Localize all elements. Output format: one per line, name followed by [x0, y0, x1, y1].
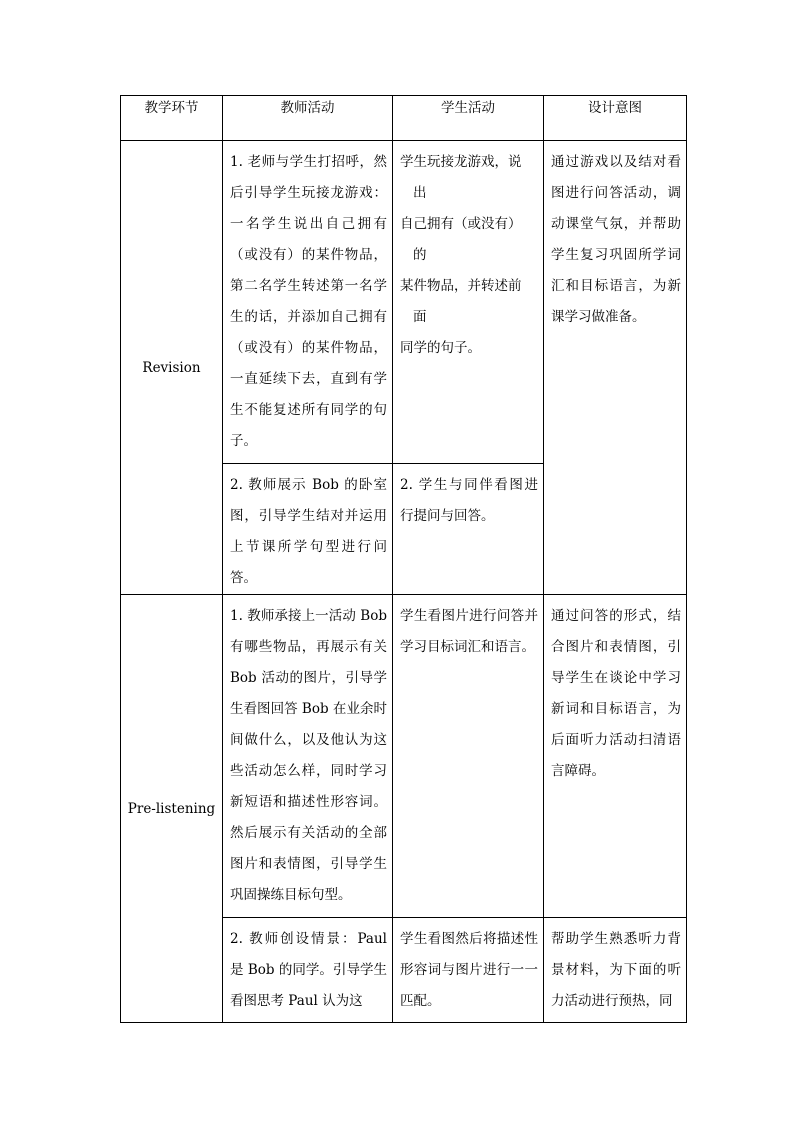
prelistening-intent-2-cell [544, 918, 687, 1023]
header-teacher-activity: 教师活动 [223, 96, 393, 141]
prelistening-student-1: 学生看图片进行问答并学习目标词汇和语言。 [400, 608, 538, 655]
revision-intent-cell [544, 141, 687, 595]
prelistening-teacher-2: 2. 教师创设情景：Paul 是 Bob 的同学。引导学生看图思考 Paul 认为这 [230, 931, 387, 1009]
prelistening-teacher-1-cell [223, 595, 393, 918]
header-student-activity: 学生活动 [393, 96, 544, 141]
prelistening-student-2-cell [393, 918, 544, 1023]
revision-student-2-cell [393, 464, 544, 595]
header-stage: 教学环节 [121, 96, 223, 141]
prelistening-teacher-1: 1. 教师承接上一活动 Bob 有哪些物品，再展示有关 Bob 活动的图片，引导学生看图回答 Bob 在业余时间做什么，以及他认为这些活动怎么样，同时学习新短语和描述性形容词。然后展示有关活动的全部图片和表情图，引导学生巩固操练目标句型。 [230, 608, 387, 903]
revision-intent: 通过游戏以及结对看图进行问答活动，调动课堂气氛，并帮助学生复习巩固所学词汇和目标语言，为新课学习做准备。 [551, 154, 681, 325]
prelistening-student-2: 学生看图然后将描述性形容词与图片进行一一匹配。 [400, 931, 538, 1009]
revision-student-1-line: 学生玩接龙游戏，说 [400, 154, 522, 170]
revision-student-1-line: 同学的句子。 [400, 340, 481, 356]
prelistening-teacher-2-cell [223, 918, 393, 1023]
prelistening-intent-2: 帮助学生熟悉听力背景材料，为下面的听力活动进行预热，同 [551, 931, 681, 1009]
revision-teacher-1-cell [223, 141, 393, 464]
header-design-intent: 设计意图 [544, 96, 687, 141]
revision-student-1-line: 某件物品，并转述前 [400, 278, 522, 294]
revision-teacher-2: 2. 教师展示 Bob 的卧室图，引导学生结对并运用上节课所学句型进行问答。 [230, 477, 387, 586]
revision-teacher-1: 1. 老师与学生打招呼，然后引导学生玩接龙游戏：一名学生说出自己拥有（或没有）的某件物品，第二名学生转述第一名学生的话，并添加自己拥有（或没有）的某件物品，一直延续下去，直到有学生不能复述所有同学的句子。 [230, 154, 387, 449]
stage-revision: Revision [121, 141, 223, 595]
header-row [121, 96, 687, 141]
stage-prelistening: Pre-listening [121, 595, 223, 1023]
revision-teacher-2-cell [223, 464, 393, 595]
revision-student-1-line: 的 [413, 247, 427, 263]
prelistening-intent-1: 通过问答的形式，结合图片和表情图，引导学生在谈论中学习新词和目标语言，为后面听力活动扫清语言障碍。 [551, 608, 681, 779]
revision-row-1 [121, 141, 687, 464]
revision-student-1-line: 面 [413, 309, 427, 325]
lesson-plan-table [120, 95, 687, 1023]
revision-student-1 [393, 141, 543, 364]
prelistening-student-1-cell [393, 595, 544, 918]
prelistening-intent-1-cell [544, 595, 687, 918]
revision-student-2: 2. 学生与同伴看图进行提问与回答。 [400, 477, 538, 524]
revision-student-1-line: 自己拥有（或没有） [400, 216, 522, 232]
revision-student-1-line: 出 [413, 185, 427, 201]
revision-student-1-cell [393, 141, 544, 464]
prelistening-row-1 [121, 595, 687, 918]
